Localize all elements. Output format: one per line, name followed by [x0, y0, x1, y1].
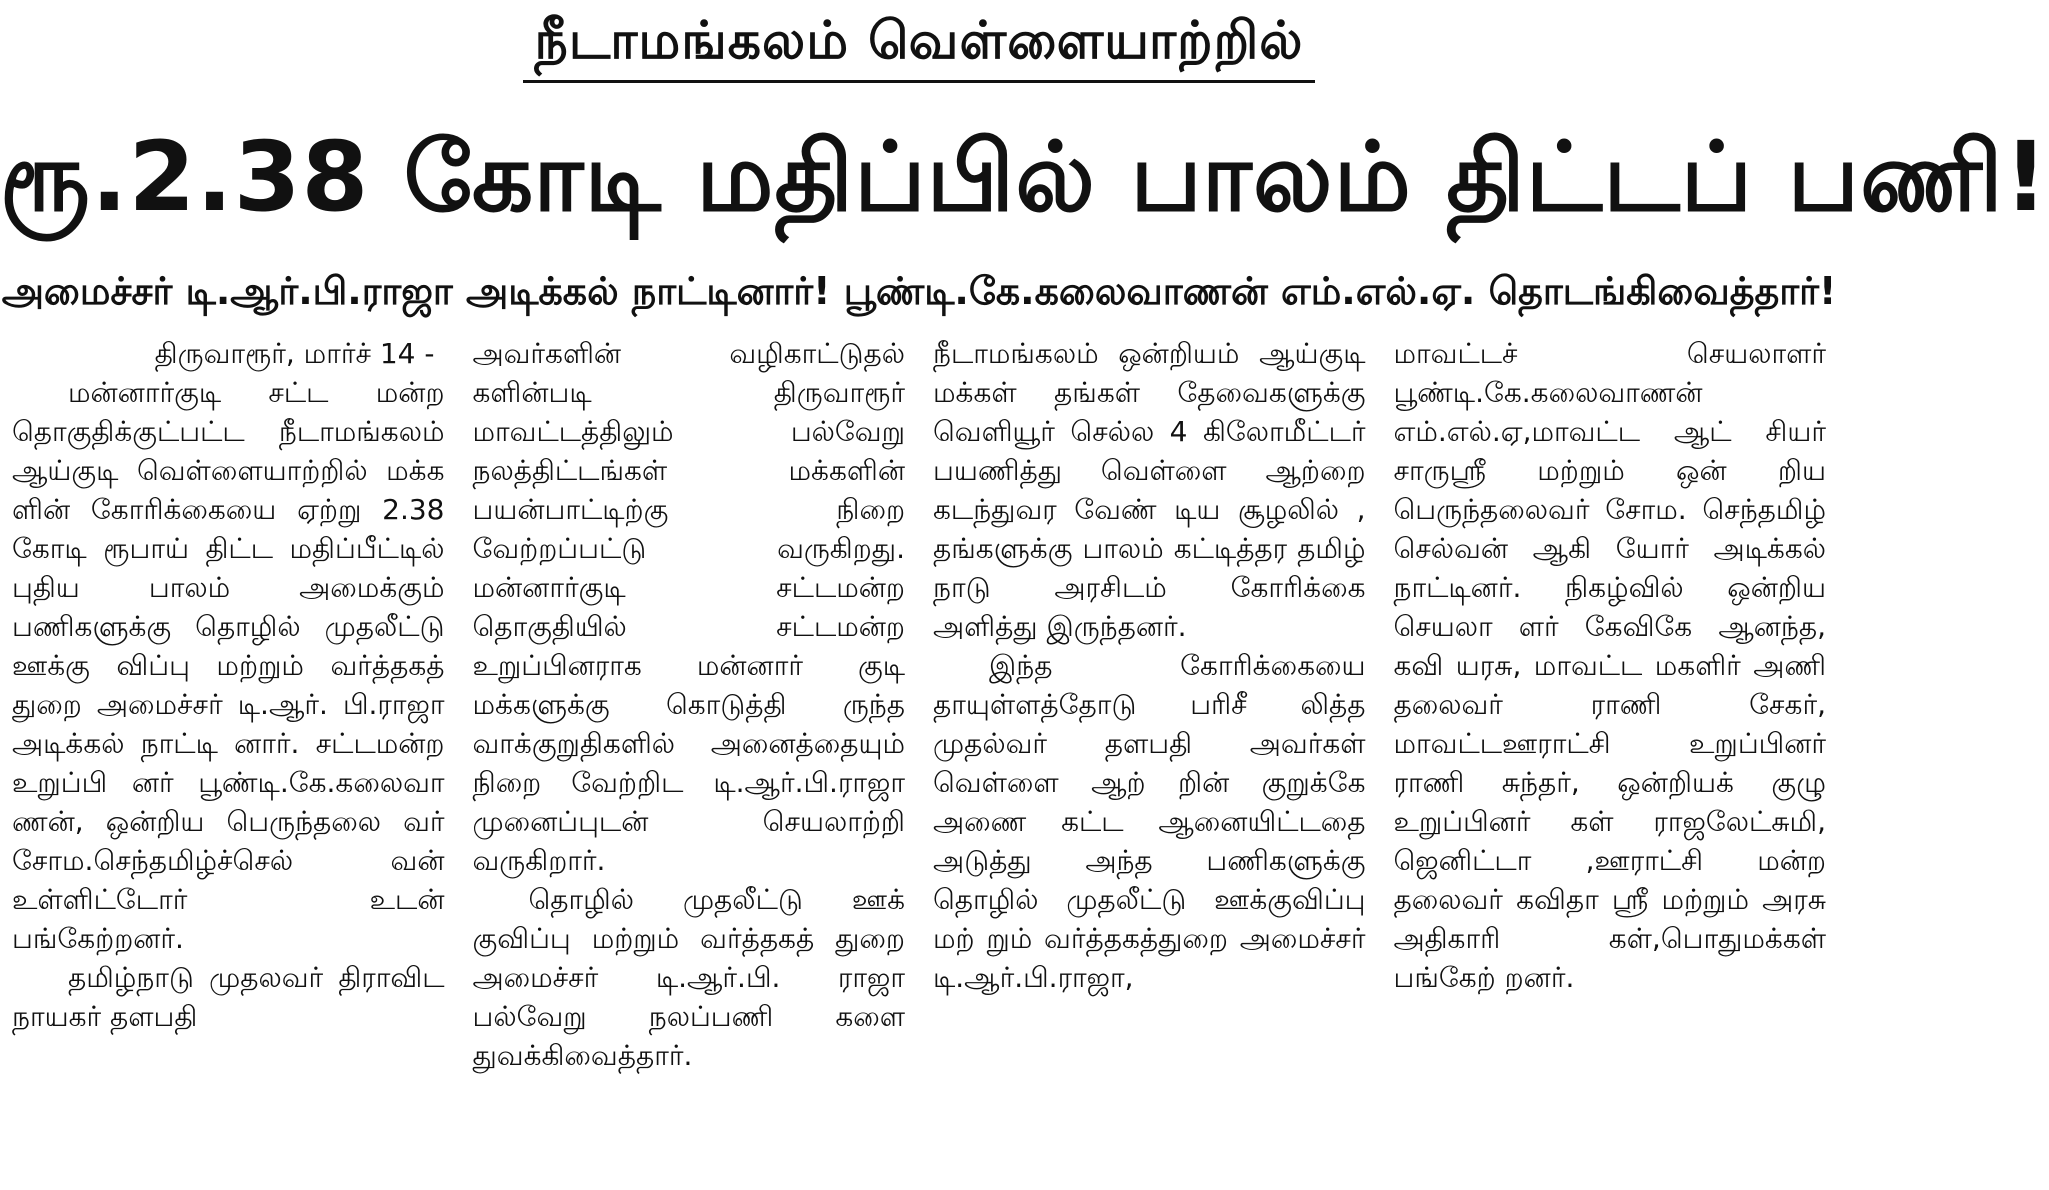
article-subheadline: அமைச்சர் டி.ஆர்.பி.ராஜா அடிக்கல் நாட்டினார்! பூண்டி.கே.கலைவாணன் எம்.எல்.ஏ. தொடங்கிவைத்தார்! — [1, 269, 1837, 313]
body-paragraph: தொழில் முதலீட்டு ஊக் குவிப்பு மற்றும் வர்த்தகத் துறை அமைச்சர் டி.ஆர்.பி. ராஜா பல்வேறு நலப்பணி களை துவக்கிவைத்தார். — [472, 883, 905, 1072]
body-paragraph: அவர்களின் வழிகாட்டுதல் களின்படி திருவாரூர் மாவட்டத்திலும் பல்வேறு நலத்திட்டங்கள் மக்களின் பயன்பாட்டிற்கு நிறை வேற்றப்பட்டு வருகிறது. மன்னார்குடி சட்டமன்ற தொகுதியில் சட்டமன்ற உறுப்பினராக மன்னார் குடி மக்களுக்கு கொடுத்தி ருந்த வாக்குறுதிகளில் அனைத்தையும் நிறை வேற்றிட டி.ஆர்.பி.ராஜா முனைப்புடன் செயலாற்றி வருகிறார். — [472, 337, 905, 877]
kicker-text: நீடாமங்கலம் வெள்ளையாற்றில் — [523, 6, 1316, 83]
body-paragraph: தமிழ்நாடு முதலவர் திராவிட நாயகர் தளபதி — [12, 961, 445, 1033]
body-paragraph: மன்னார்குடி சட்ட மன்ற தொகுதிக்குட்பட்ட நீடாமங்கலம் ஆய்குடி வெள்ளையாற்றில் மக்க ளின் கோரிக்கையை ஏற்று 2.38 கோடி ரூபாய் திட்ட மதிப்பீட்டில் புதிய பாலம் அமைக்கும் பணிகளுக்கு தொழில் முதலீட்டு ஊக்கு விப்பு மற்றும் வர்த்தகத் துறை அமைச்சர் டி.ஆர். பி.ராஜா அடிக்கல் நாட்டி னார். சட்டமன்ற உறுப்பி னர் பூண்டி.கே.கலைவா ணன், ஒன்றிய பெருந்தலை வர் சோம.செந்தமிழ்ச்செல் வன் உள்ளிட்டோர் உடன் பங்கேற்றனர். — [12, 376, 445, 955]
article-headline: ரூ.2.38 கோடி மதிப்பில் பாலம் திட்டப் பணி! — [0, 121, 2049, 233]
body-column-3 — [933, 334, 1366, 1184]
body-column-2 — [473, 334, 906, 1184]
body-paragraph: இந்த கோரிக்கையை தாயுள்ளத்தோடு பரிசீ லித்த முதல்வர் தளபதி அவர்கள் வெள்ளை ஆற் றின் குறுக்கே அணை கட்ட ஆனையிட்டதை அடுத்து அந்த பணிகளுக்கு தொழில் முதலீட்டு ஊக்குவிப்பு மற் றும் வர்த்தகத்துறை அமைச்சர் டி.ஆர்.பி.ராஜா, — [933, 649, 1366, 994]
body-paragraph: மாவட்டச் செயலாளர் பூண்டி.கே.கலைவாணன் எம்.எல்.ஏ,மாவட்ட ஆட் சியர் சாருஸ்ரீ மற்றும் ஒன் றிய பெருந்தலைவர் சோம. செந்தமிழ் செல்வன் ஆகி யோர் அடிக்கல் நாட்டினர். நிகழ்வில் ஒன்றிய செயலா ளர் கேவிகே ஆனந்த, கவி யரசு, மாவட்ட மகளிர் அணி தலைவர் ராணி சேகர், மாவட்டஊராட்சி உறுப்பினர் ராணி சுந்தர், ஒன்றியக் குழு உறுப்பினர் கள் ராஜலேட்சுமி, ஜெனிட்டா ,ஊராட்சி மன்ற தலைவர் கவிதா ஸ்ரீ மற்றும் அரசு அதிகாரி கள்,பொதுமக்கள் பங்கேற் றனர். — [1393, 337, 1826, 994]
body-paragraph: நீடாமங்கலம் ஒன்றியம் ஆய்குடி மக்கள் தங்கள் தேவைகளுக்கு வெளியூர் செல்ல 4 கிலோமீட்டர் பயணித்து வெள்ளை ஆற்றை கடந்துவர வேண் டிய சூழலில் , தங்களுக்கு பாலம் கட்டித்தர தமிழ் நாடு அரசிடம் கோரிக்கை அளித்து இருந்தனர். — [933, 337, 1366, 643]
dateline-paragraph — [12, 334, 445, 373]
article-body — [12, 334, 1826, 1184]
body-column-4 — [1394, 334, 1827, 1184]
dateline: திருவாரூர், மார்ச் 14 - — [154, 337, 435, 370]
article-kicker — [0, 6, 1838, 83]
body-column-1 — [12, 334, 445, 1184]
